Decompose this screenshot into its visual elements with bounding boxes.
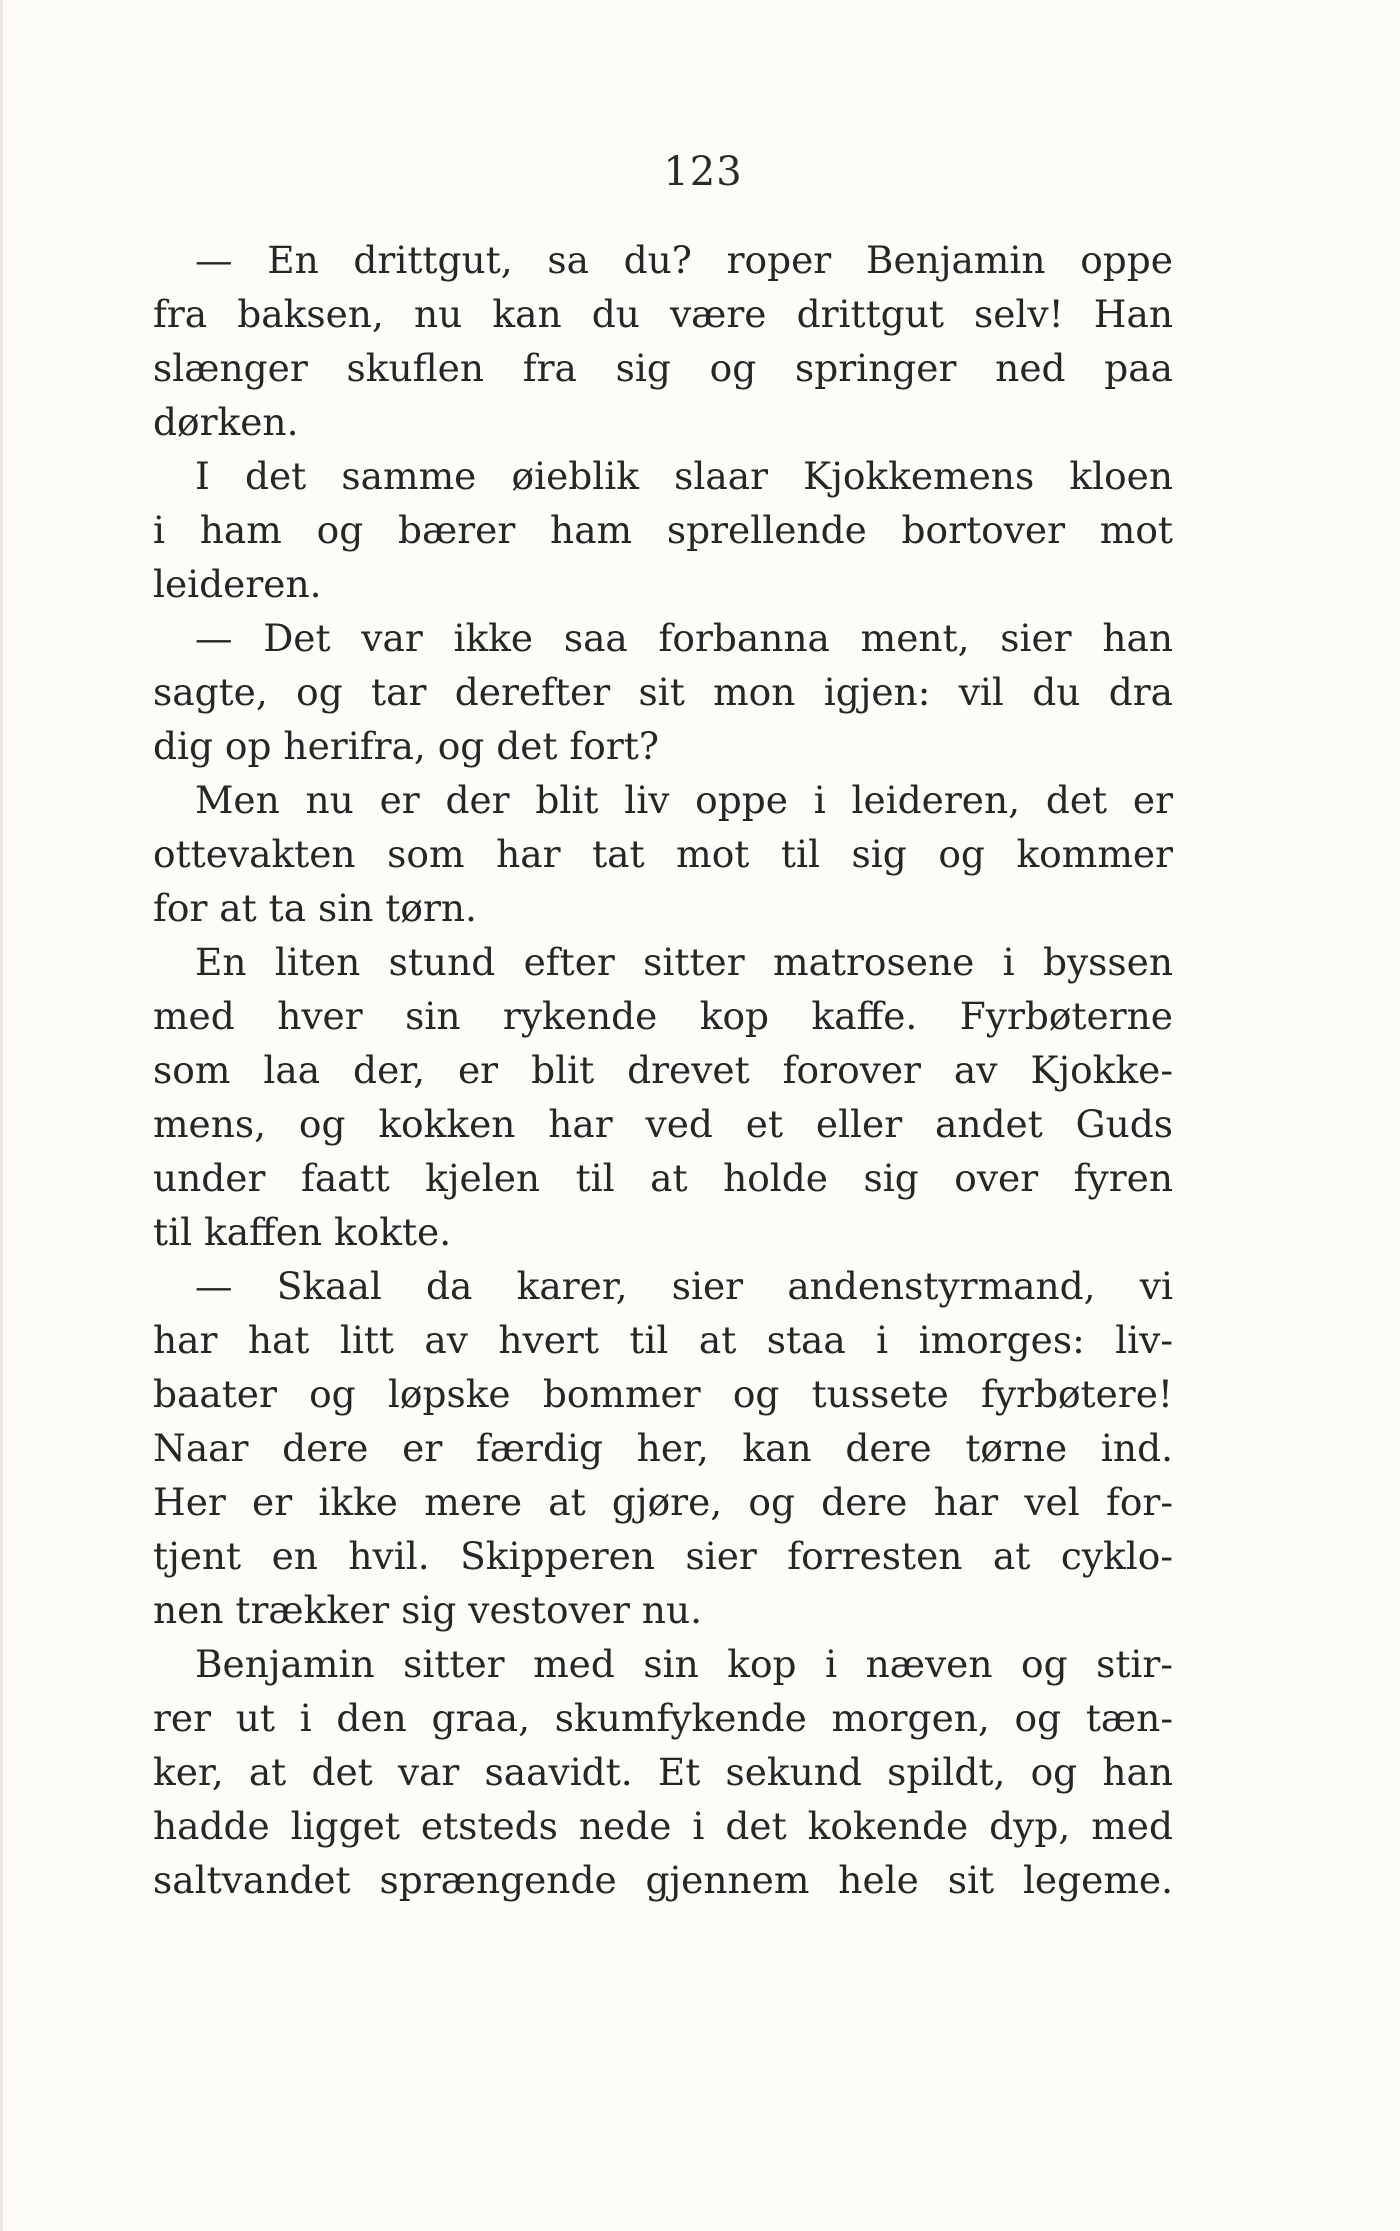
text-line: — Det var ikke saa forbanna ment, sier han <box>195 616 1173 660</box>
text-line: mens, og kokken har ved et eller andet Guds <box>153 1102 1173 1146</box>
text-line: ker, at det var saavidt. Et sekund spildt, og han <box>153 1750 1173 1794</box>
text-line: som laa der, er blit drevet forover av Kjokke- <box>153 1048 1173 1092</box>
text-line: leideren. <box>153 562 322 606</box>
text-line: sagte, og tar derefter sit mon igjen: vil du dra <box>153 670 1173 714</box>
text-line: slænger skuflen fra sig og springer ned paa <box>153 346 1173 390</box>
text-line: med hver sin rykende kop kaffe. Fyrbøterne <box>153 994 1173 1038</box>
text-line: En liten stund efter sitter matrosene i byssen <box>195 940 1173 984</box>
body-text <box>153 233 1173 1907</box>
text-line: til kaffen kokte. <box>153 1210 452 1254</box>
text-line: Naar dere er færdig her, kan dere tørne ind. <box>153 1426 1173 1470</box>
text-line: for at ta sin tørn. <box>153 886 477 930</box>
text-line: dig op herifra, og det fort? <box>153 724 659 768</box>
text-line: I det samme øieblik slaar Kjokkemens kloen <box>195 454 1173 498</box>
text-line: Benjamin sitter med sin kop i næven og stir- <box>195 1642 1173 1686</box>
text-line: — En drittgut, sa du? roper Benjamin oppe <box>195 238 1173 282</box>
text-line: rer ut i den graa, skumfykende morgen, og tæn- <box>153 1696 1173 1740</box>
text-line: dørken. <box>153 400 299 444</box>
text-line: tjent en hvil. Skipperen sier forresten at cyklo- <box>153 1534 1173 1578</box>
text-line: hadde ligget etsteds nede i det kokende dyp, med <box>153 1804 1173 1848</box>
text-line: Her er ikke mere at gjøre, og dere har vel for- <box>153 1480 1173 1524</box>
text-line: Men nu er der blit liv oppe i leideren, det er <box>195 778 1173 822</box>
text-line: i ham og bærer ham sprellende bortover mot <box>153 508 1173 552</box>
text-line: under faatt kjelen til at holde sig over fyren <box>153 1156 1173 1200</box>
text-line: — Skaal da karer, sier andenstyrmand, vi <box>195 1264 1173 1308</box>
page-number: 123 <box>663 149 743 195</box>
text-line: baater og løpske bommer og tussete fyrbøtere! <box>153 1372 1173 1416</box>
text-line: nen trækker sig vestover nu. <box>153 1588 703 1632</box>
text-line: saltvandet sprængende gjennem hele sit legeme. <box>153 1858 1173 1902</box>
text-line: fra baksen, nu kan du være drittgut selv! Han <box>153 292 1173 336</box>
text-line: har hat litt av hvert til at staa i imorges: liv- <box>153 1318 1173 1362</box>
text-line: ottevakten som har tat mot til sig og kommer <box>153 832 1173 876</box>
